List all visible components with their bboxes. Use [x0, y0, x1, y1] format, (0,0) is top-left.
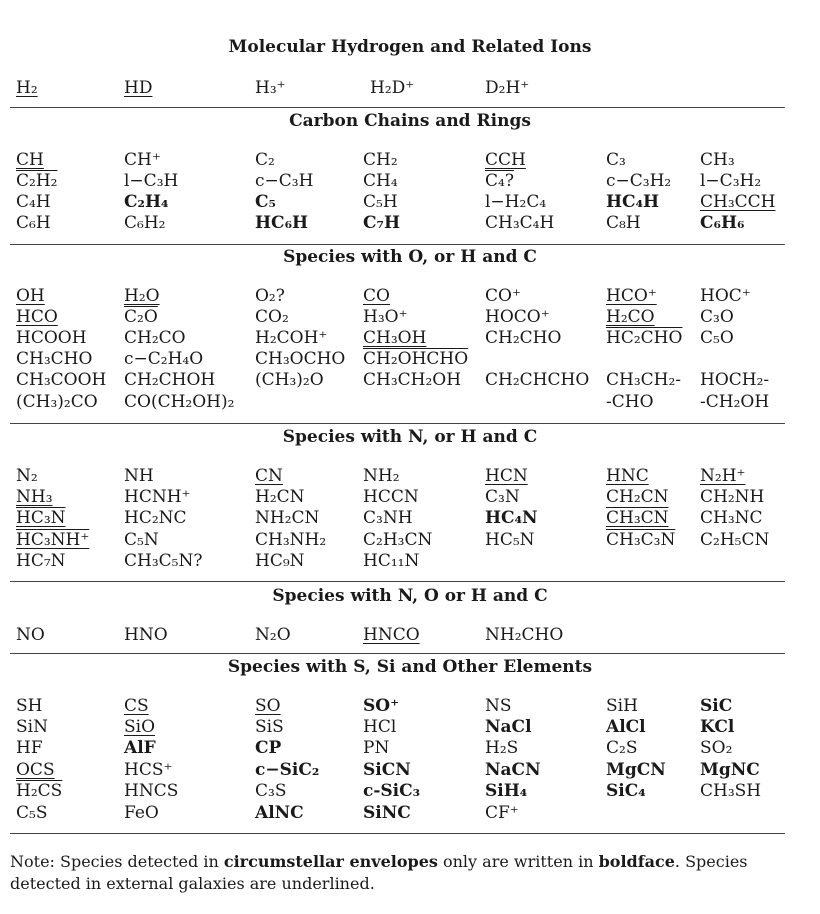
species-cell: CH₂	[363, 150, 398, 170]
species-cell: C₈H	[606, 213, 641, 233]
species-cell: HCCN	[363, 487, 419, 507]
table-row	[0, 738, 820, 759]
species-cell: H₃⁺	[255, 78, 286, 98]
species-cell: HCS⁺	[124, 760, 173, 780]
species-cell: C₄H	[16, 192, 51, 212]
species-cell: HNC	[606, 466, 649, 486]
species-cell: SiH	[606, 696, 638, 716]
species-cell: HC₄H	[606, 192, 660, 212]
table-row	[0, 760, 820, 781]
table-row	[0, 466, 820, 487]
species-cell: HC₂NC	[124, 508, 187, 528]
species-cell: HC₄N	[485, 508, 538, 528]
species-cell: c−C₃H	[255, 171, 314, 191]
species-cell: H₂CN	[255, 487, 305, 507]
species-cell: HC₅N	[485, 530, 535, 550]
species-cell: CH₃CH₂OH	[363, 370, 462, 390]
table-row	[0, 508, 820, 529]
table-row	[0, 307, 820, 328]
section-rule	[10, 244, 785, 245]
species-cell: C₅O	[700, 328, 734, 348]
species-cell: N₂O	[255, 625, 291, 645]
species-cell: HCO⁺	[606, 286, 657, 306]
species-cell: CH₂NH	[700, 487, 765, 507]
species-cell: C₅H	[363, 192, 398, 212]
species-cell: H₂S	[485, 738, 519, 758]
species-cell: c−C₃H₂	[606, 171, 672, 191]
species-cell: C₄?	[485, 171, 514, 191]
species-cell: NH₂CHO	[485, 625, 564, 645]
species-cell: SiO	[124, 717, 156, 737]
species-cell: HC₃N	[16, 508, 66, 528]
species-cell: AlNC	[255, 803, 304, 823]
species-cell: c−SiC₂	[255, 760, 320, 780]
table-row	[0, 328, 820, 349]
species-cell: OH	[16, 286, 45, 306]
species-cell: HCN	[485, 466, 528, 486]
species-cell: NaCN	[485, 760, 541, 780]
species-cell: HNO	[124, 625, 168, 645]
species-cell: c−C₂H₄O	[124, 349, 204, 369]
section-rule	[10, 653, 785, 654]
species-cell: SiC₄	[606, 781, 646, 801]
species-cell: HC₉N	[255, 551, 305, 571]
species-cell: C₃O	[700, 307, 734, 327]
species-cell: l−C₃H₂	[700, 171, 762, 191]
species-cell: l−H₂C₄	[485, 192, 547, 212]
species-cell: SO	[255, 696, 281, 716]
species-cell: C₇H	[363, 213, 401, 233]
species-cell: O₂?	[255, 286, 285, 306]
species-cell: C₆H₂	[124, 213, 166, 233]
species-cell: HC₁₁N	[363, 551, 420, 571]
species-cell: CH₃OCHO	[255, 349, 346, 369]
species-cell: CF⁺	[485, 803, 519, 823]
species-cell: CH	[16, 150, 44, 170]
species-cell: C₆H	[16, 213, 51, 233]
species-cell: MgCN	[606, 760, 666, 780]
species-cell: HC₇N	[16, 551, 66, 571]
species-cell: C₅N	[124, 530, 159, 550]
species-cell: HCl	[363, 717, 397, 737]
species-cell: C₂S	[606, 738, 638, 758]
table-row	[0, 781, 820, 802]
species-cell: CH₂CHOH	[124, 370, 216, 390]
section-title: Species with N, O or H and C	[272, 586, 548, 606]
species-cell: CH₃COOH	[16, 370, 107, 390]
species-cell: CH₃CCH	[700, 192, 776, 212]
species-cell: SO⁺	[363, 696, 400, 716]
species-cell: AlF	[124, 738, 156, 758]
species-cell: CH₂CN	[606, 487, 669, 507]
species-cell: SiH₄	[485, 781, 528, 801]
species-cell: C₂H₂	[16, 171, 58, 191]
section-title: Species with S, Si and Other Elements	[227, 657, 593, 677]
species-cell: HCNH⁺	[124, 487, 191, 507]
species-cell: HCO	[16, 307, 58, 327]
species-cell: NO	[16, 625, 45, 645]
species-cell: C₂H₅CN	[700, 530, 770, 550]
species-cell: HNCO	[363, 625, 420, 645]
species-cell: CH₄	[363, 171, 398, 191]
species-cell: CH₃C₄H	[485, 213, 555, 233]
table-row	[0, 150, 820, 171]
species-cell: H₂D⁺	[370, 78, 415, 98]
species-cell: H₂CS	[16, 781, 63, 801]
species-cell: (CH₃)₂CO	[16, 392, 98, 412]
species-cell: H₂COH⁺	[255, 328, 328, 348]
note-bold-2: boldface	[598, 852, 675, 871]
species-cell: C₅	[255, 192, 276, 212]
species-cell: MgNC	[700, 760, 760, 780]
species-cell: KCl	[700, 717, 735, 737]
species-cell: HOCO⁺	[485, 307, 550, 327]
note-text-1: Note: Species detected in	[10, 852, 224, 871]
species-cell: SO₂	[700, 738, 733, 758]
species-cell: C₃NH	[363, 508, 413, 528]
species-cell: SiC	[700, 696, 733, 716]
species-cell: CH₂CHCHO	[485, 370, 590, 390]
species-cell: CH₃SH	[700, 781, 762, 801]
note-text-2: only are written in	[437, 852, 599, 871]
species-cell: HC₆H	[255, 213, 309, 233]
species-cell: CN	[255, 466, 283, 486]
section-rule	[10, 833, 785, 834]
species-cell: CCH	[485, 150, 526, 170]
species-cell: -CH₂OH	[700, 392, 770, 412]
species-cell: SiCN	[363, 760, 411, 780]
section-title: Species with N, or H and C	[282, 427, 538, 447]
species-cell: N₂	[16, 466, 38, 486]
species-cell: C₆H₆	[700, 213, 745, 233]
species-cell: CH₃CN	[606, 508, 669, 528]
species-cell: SiS	[255, 717, 284, 737]
section-title: Species with O, or H and C	[283, 247, 537, 267]
species-cell: FeO	[124, 803, 159, 823]
species-cell: l−C₃H	[124, 171, 179, 191]
species-cell: N₂H⁺	[700, 466, 746, 486]
table-row	[0, 625, 820, 646]
species-cell: HF	[16, 738, 43, 758]
species-cell: H₂	[16, 78, 38, 98]
section-rule	[10, 423, 785, 424]
species-cell: HOC⁺	[700, 286, 751, 306]
species-cell: CH₃C₃N	[606, 530, 676, 550]
section-title: Carbon Chains and Rings	[289, 111, 531, 131]
species-cell: HC₂CHO	[606, 328, 683, 348]
table-footnote	[10, 851, 810, 895]
species-cell: CH₃C₅N?	[124, 551, 203, 571]
species-cell: C₂H₃CN	[363, 530, 433, 550]
species-cell: CO⁺	[485, 286, 521, 306]
species-cell: C₂H₄	[124, 192, 169, 212]
section-title: Molecular Hydrogen and Related Ions	[228, 37, 592, 57]
species-cell: AlCl	[606, 717, 646, 737]
species-cell: D₂H⁺	[485, 78, 530, 98]
table-row	[0, 370, 820, 391]
section-rule	[10, 107, 785, 108]
species-cell: c-SiC₃	[363, 781, 421, 801]
species-cell: SH	[16, 696, 43, 716]
species-cell: CH₃CH₂-	[606, 370, 682, 390]
species-cell: C₃	[606, 150, 626, 170]
table-row	[0, 696, 820, 717]
note-text-3: . Species detected in external galaxies are underlined.	[10, 852, 748, 893]
table-row	[0, 192, 820, 213]
species-cell: C₅S	[16, 803, 48, 823]
species-cell: CH₃NH₂	[255, 530, 327, 550]
note-bold-1: circumstellar envelopes	[223, 852, 438, 871]
table-row	[0, 487, 820, 508]
species-cell: (CH₃)₂O	[255, 370, 324, 390]
species-cell: H₂CO	[606, 307, 655, 327]
table-row	[0, 213, 820, 234]
species-cell: NS	[485, 696, 512, 716]
species-cell: NH₂CN	[255, 508, 320, 528]
species-cell: -CHO	[606, 392, 654, 412]
species-cell: CP	[255, 738, 282, 758]
table-row	[0, 551, 820, 572]
species-cell: H₂O	[124, 286, 160, 306]
species-cell: CH₂CHO	[485, 328, 562, 348]
table-row	[0, 803, 820, 824]
species-cell: C₂	[255, 150, 275, 170]
species-cell: NH	[124, 466, 154, 486]
species-cell: CO₂	[255, 307, 289, 327]
species-cell: HNCS	[124, 781, 179, 801]
species-cell: NaCl	[485, 717, 532, 737]
table-row	[0, 530, 820, 551]
species-cell: HC₃NH⁺	[16, 530, 90, 550]
species-cell: CH₂OHCHO	[363, 349, 469, 369]
species-cell: CS	[124, 696, 149, 716]
species-cell: NH₃	[16, 487, 53, 507]
species-cell: CH₃NC	[700, 508, 763, 528]
table-row	[0, 349, 820, 370]
table-row	[0, 171, 820, 192]
species-cell: CO	[363, 286, 390, 306]
species-cell: CH₃OH	[363, 328, 427, 348]
species-cell: C₃N	[485, 487, 520, 507]
table-row	[0, 286, 820, 307]
species-cell: H₃O⁺	[363, 307, 408, 327]
table-row	[0, 717, 820, 738]
species-cell: C₃S	[255, 781, 287, 801]
species-cell: CH⁺	[124, 150, 161, 170]
section-rule	[10, 581, 785, 582]
species-cell: SiN	[16, 717, 48, 737]
species-cell: PN	[363, 738, 390, 758]
species-cell: CH₂CO	[124, 328, 186, 348]
species-cell: HD	[124, 78, 153, 98]
species-cell: OCS	[16, 760, 55, 780]
species-cell: HOCH₂-	[700, 370, 770, 390]
species-cell: CH₃	[700, 150, 735, 170]
table-row	[0, 78, 820, 99]
species-cell: SiNC	[363, 803, 411, 823]
species-cell: NH₂	[363, 466, 400, 486]
species-cell: CH₃CHO	[16, 349, 93, 369]
species-cell: C₂O	[124, 307, 158, 327]
species-cell: HCOOH	[16, 328, 87, 348]
table-row	[0, 392, 820, 413]
species-cell: CO(CH₂OH)₂	[124, 392, 235, 412]
